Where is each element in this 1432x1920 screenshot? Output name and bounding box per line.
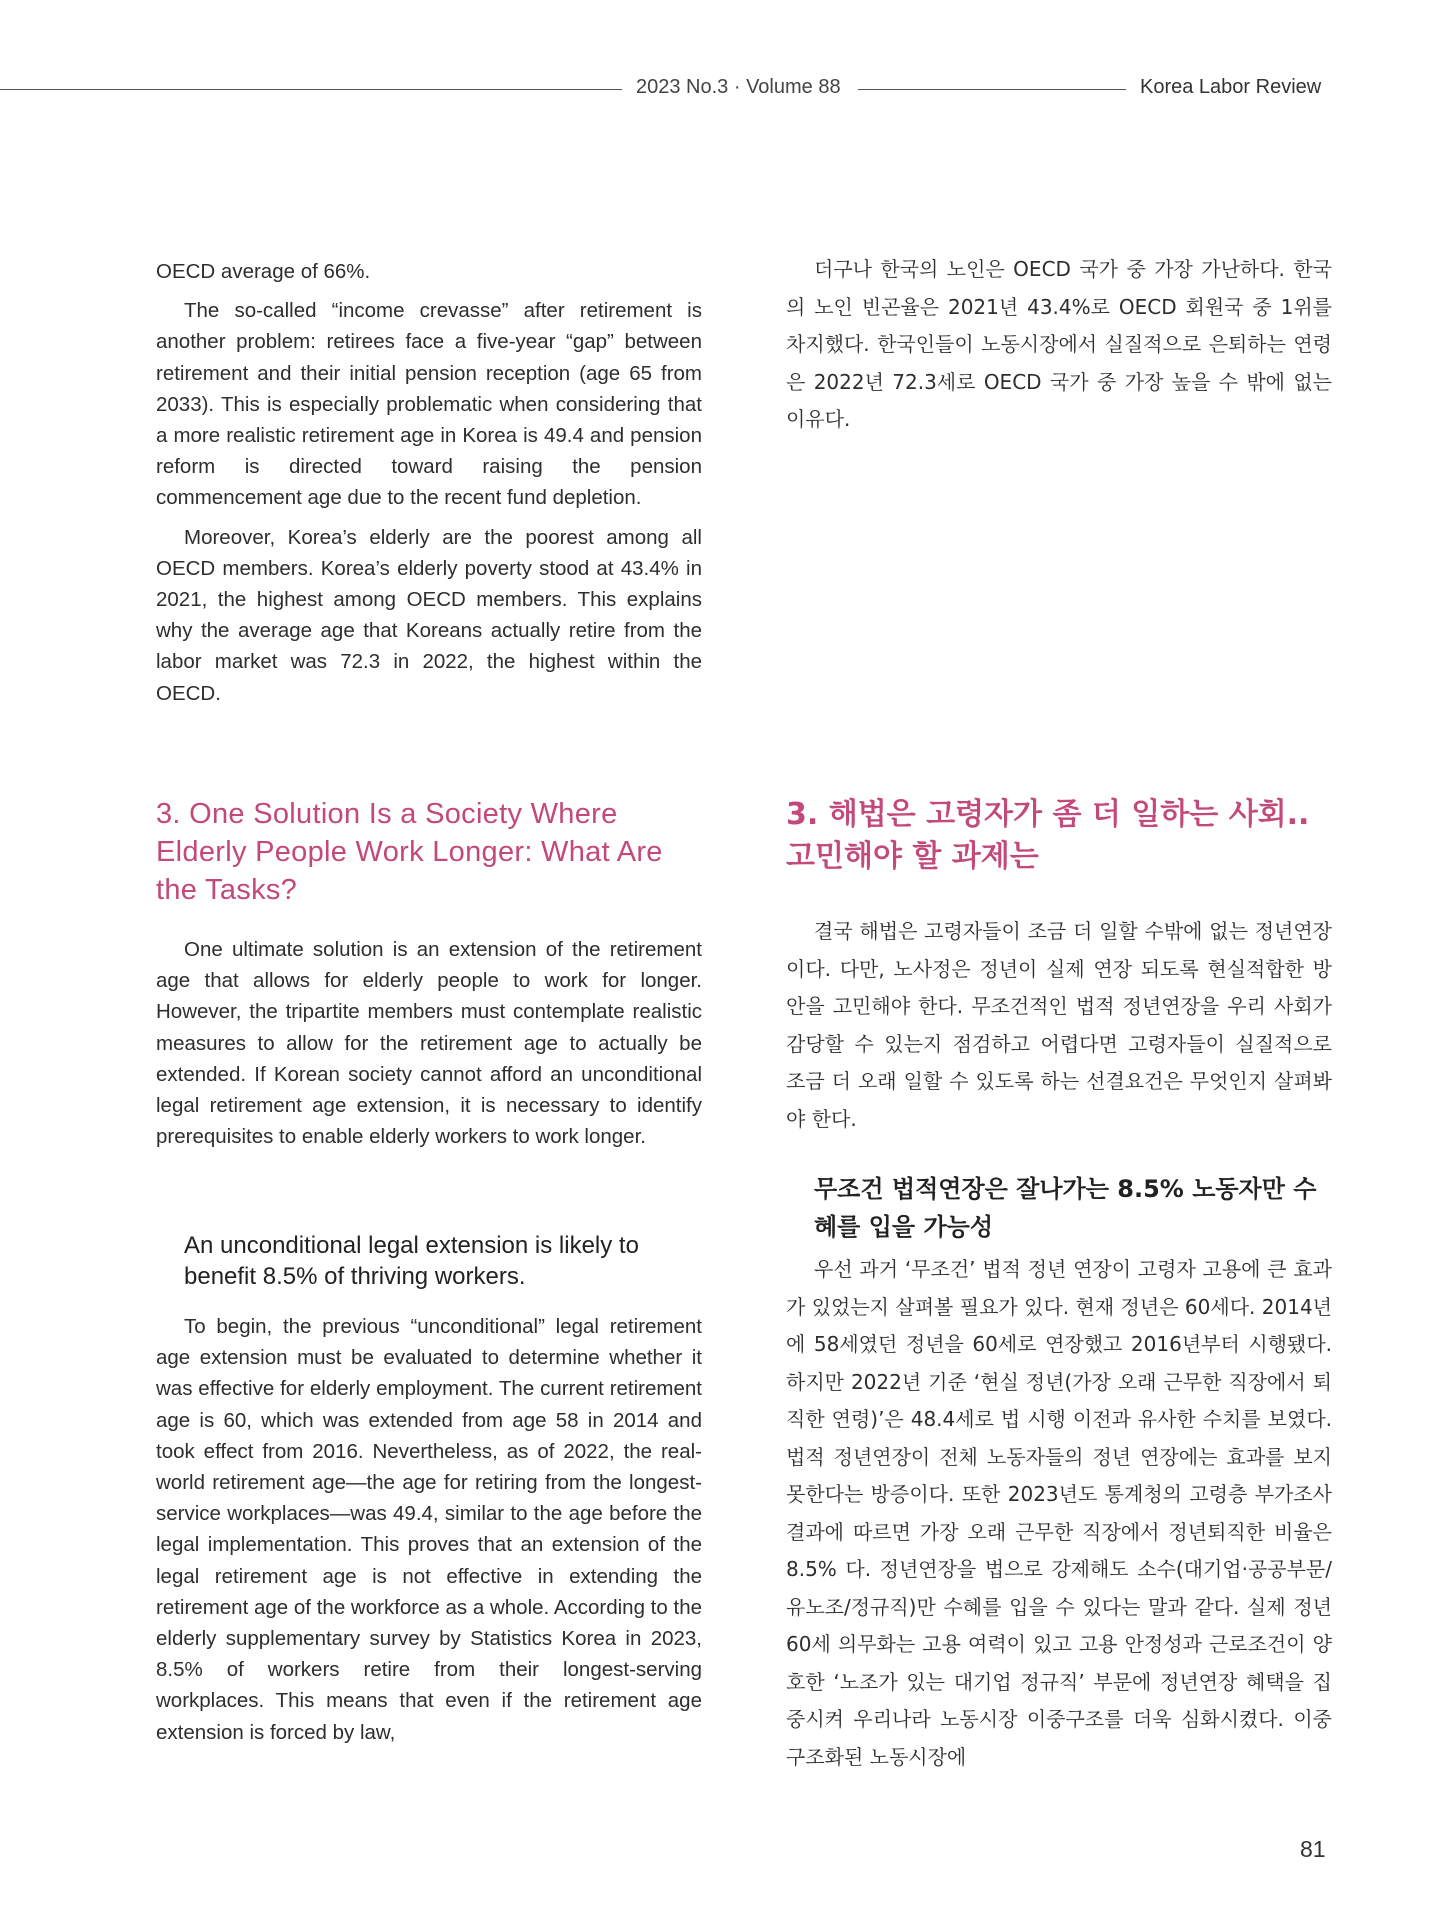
issue-label: 2023 No.3 · Volume 88 <box>636 76 841 98</box>
english-section-body <box>156 934 702 1160</box>
paragraph: 더구나 한국의 노인은 OECD 국가 중 가장 가난하다. 한국의 노인 빈곤율은 2021년 43.4%로 OECD 회원국 중 1위를 차지했다. 한국인들이 노동시장에서 실질적으로 은퇴하는 연령은 2022년 72.3세로 OECD 국가 중 가장 높을 수 밖에 없는 이유다. <box>786 257 1332 431</box>
paragraph: The so-called “income crevasse” after retirement is another problem: retirees face a five-year “gap” between retirement and their initial pension reception (age 65 from 2033). This is especially problematic when considering that a more realistic retirement age in Korea is 49.4 and pension reform is directed toward raising the pension commencement age due to the recent fund depletion. <box>156 299 702 510</box>
korean-section-body <box>786 913 1332 1146</box>
journal-title: Korea Labor Review <box>1140 76 1322 98</box>
english-column-top <box>156 256 702 717</box>
subheading: 무조건 법적연장은 잘나가는 8.5% 노동자만 수혜를 입을 가능성 <box>814 1175 1317 1241</box>
english-section <box>156 795 702 909</box>
header-rule-left <box>0 89 622 90</box>
paragraph: Moreover, Korea’s elderly are the poorest among all OECD members. Korea’s elderly poverty stood at 43.4% in 2021, the highest among OECD members. This explains why the average age that Koreans actually retire from the labor market was 72.3 in 2022, the highest within the OECD. <box>156 525 702 705</box>
korean-subsection-body <box>786 1251 1332 1784</box>
page-number: 81 <box>1300 1836 1326 1862</box>
section-heading: 3. 해법은 고령자가 좀 더 일하는 사회.. 고민해야 할 과제는 <box>786 797 1310 874</box>
section-heading: 3. One Solution Is a Society Where Elderly People Work Longer: What Are the Tasks? <box>156 798 663 906</box>
korean-column-top <box>786 251 1332 447</box>
paragraph: 우선 과거 ‘무조건’ 법적 정년 연장이 고령자 고용에 큰 효과가 있었는지 살펴볼 필요가 있다. 현재 정년은 60세다. 2014년에 58세였던 정년을 60세로 연장했고 2016년부터 시행됐다. 하지만 2022년 기준 ‘현실 정년(가장 오래 근무한 직장에서 퇴직한 연령)’은 48.4세로 법 시행 이전과 유사한 수치를 보였다. 법적 정년연장이 전체 노동자들의 정년 연장에는 효과를 보지 못한다는 방증이다. 또한 2023년도 통계청의 고령층 부가조사 결과에 따르면 가장 오래 근무한 직장에서 정년퇴직한 비율은 8.5% 다. 정년연장을 법으로 강제해도 소수(대기업·공공부문/유노조/정규직)만 수혜를 입을 수 있다는 말과 같다. 실제 정년 60세 의무화는 고용 여력이 있고 고용 안정성과 근로조건이 양호한 ‘노조가 있는 대기업 정규직’ 부문에 정년연장 혜택을 집중시켜 우리나라 노동시장 이중구조를 더욱 심화시켰다. 이중구조화된 노동시장에 <box>786 1257 1332 1769</box>
paragraph: OECD average of 66%. <box>156 260 371 283</box>
korean-section <box>786 794 1332 878</box>
subheading: An unconditional legal extension is likely to benefit 8.5% of thriving workers. <box>184 1232 639 1290</box>
korean-subheading-block <box>786 1170 1332 1246</box>
paragraph: To begin, the previous “unconditional” legal retirement age extension must be evaluated to determine whether it was effective for elderly employment. The current retirement age is 60, which was extended from age 58 in 2014 and took effect from 2016. Nevertheless, as of 2022, the real-world retirement age—the age for retiring from the longest-service workplaces—was 49.4, similar to the age before the legal implementation. This proves that an extension of the legal retirement age is not effective in extending the retirement age of the workforce as a whole. According to the elderly supplementary survey by Statistics Korea in 2023, 8.5% of workers retire from their longest-serving workplaces. This means that even if the retirement age extension is forced by law, <box>156 1315 702 1744</box>
english-subsection-body <box>156 1311 702 1756</box>
running-header <box>0 72 1432 108</box>
paragraph: One ultimate solution is an extension of the retirement age that allows for elderly people to work for longer. However, the tripartite members must contemplate realistic measures to allow for the retirement age to actually be extended. If Korean society cannot afford an unconditional legal retirement age extension, it is necessary to identify prerequisites to enable elderly workers to work longer. <box>156 938 702 1149</box>
english-subheading-block <box>156 1230 702 1292</box>
header-rule-right <box>858 89 1126 90</box>
paragraph: 결국 해법은 고령자들이 조금 더 일할 수밖에 없는 정년연장이다. 다만, 노사정은 정년이 실제 연장 되도록 현실적합한 방안을 고민해야 한다. 무조건적인 법적 정년연장을 우리 사회가 감당할 수 있는지 점검하고 어렵다면 고령자들이 실질적으로 조금 더 오래 일할 수 있도록 하는 선결요건은 무엇인지 살펴봐야 한다. <box>786 919 1332 1131</box>
